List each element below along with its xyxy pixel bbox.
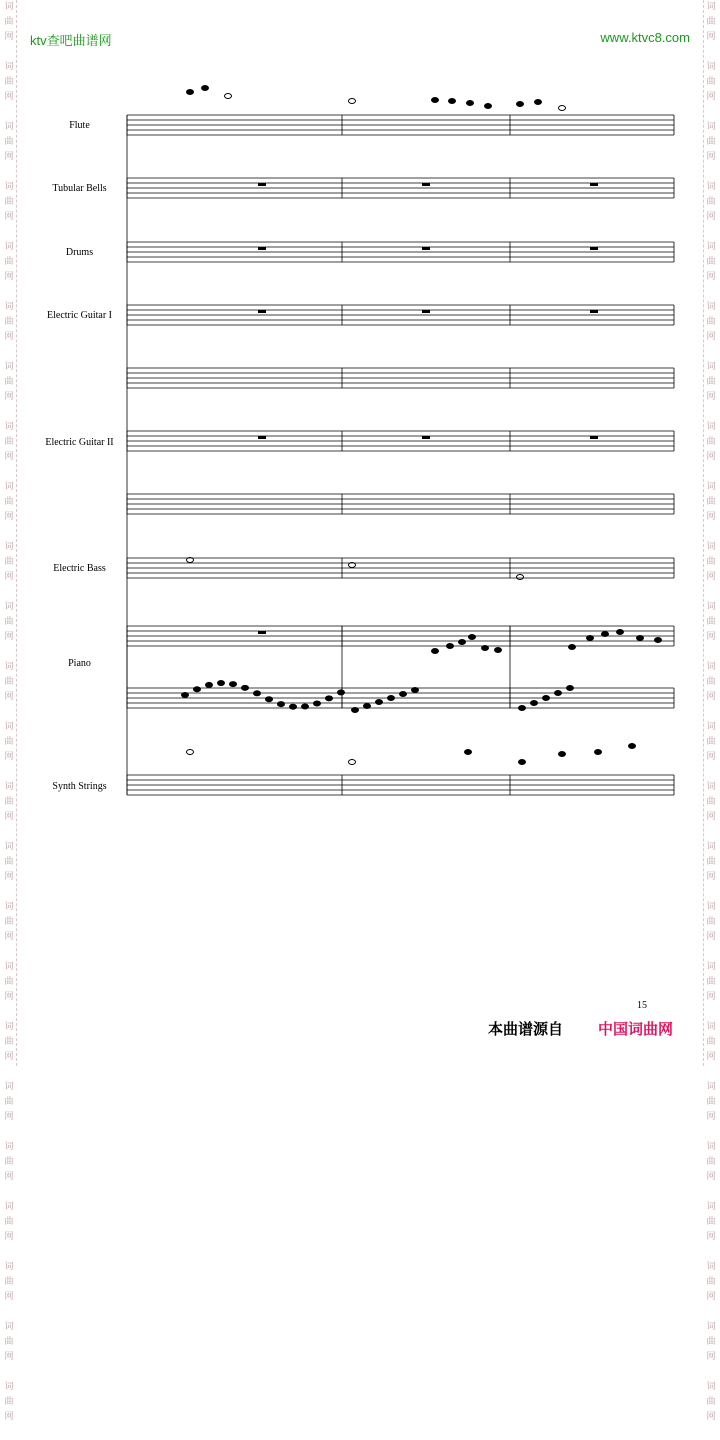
instrument-label-piano: Piano [68, 658, 91, 669]
header-right-url: www.ktvc8.com [600, 30, 690, 45]
right-watermark-strip: 词 曲 网 词 曲 网 词 曲 网 词 曲 网 词 曲 网 词 曲 网 词 曲 网 词 曲 网 词 曲 网 词 曲 网 词 曲 网 词 曲 网 词 曲 网 词 曲 网 词 曲 网 词 曲 网 词 曲 网 词 曲 网 词 曲 网 词 曲 网 词 曲 网 词 曲 网 词 曲 网 词 曲 网 [703, 0, 718, 1066]
instrument-label-synth-strings: Synth Strings [52, 781, 107, 792]
left-watermark-strip: 词 曲 网 词 曲 网 词 曲 网 词 曲 网 词 曲 网 词 曲 网 词 曲 网 词 曲 网 词 曲 网 词 曲 网 词 曲 网 词 曲 网 词 曲 网 词 曲 网 词 曲 网 词 曲 网 词 曲 网 词 曲 网 词 曲 网 词 曲 网 词 曲 网 词 曲 网 词 曲 网 词 曲 网 [2, 0, 17, 1066]
instrument-label-electric-guitar-2: Electric Guitar II [45, 437, 114, 448]
instrument-label-electric-guitar-1: Electric Guitar I [47, 310, 112, 321]
instrument-label-electric-bass: Electric Bass [53, 563, 106, 574]
instrument-label-flute: Flute [69, 120, 90, 131]
page-number: 15 [637, 1000, 647, 1011]
footer-site-name: 中国词曲网 [598, 1020, 674, 1038]
instrument-label-drums: Drums [65, 247, 94, 258]
header-left-site: ktv查吧曲谱网 [30, 33, 112, 48]
footer-source-text: 本曲谱源自 [488, 1020, 564, 1038]
instrument-label-tubular-bells: Tubular Bells [52, 183, 107, 194]
notation-marks [182, 86, 662, 765]
